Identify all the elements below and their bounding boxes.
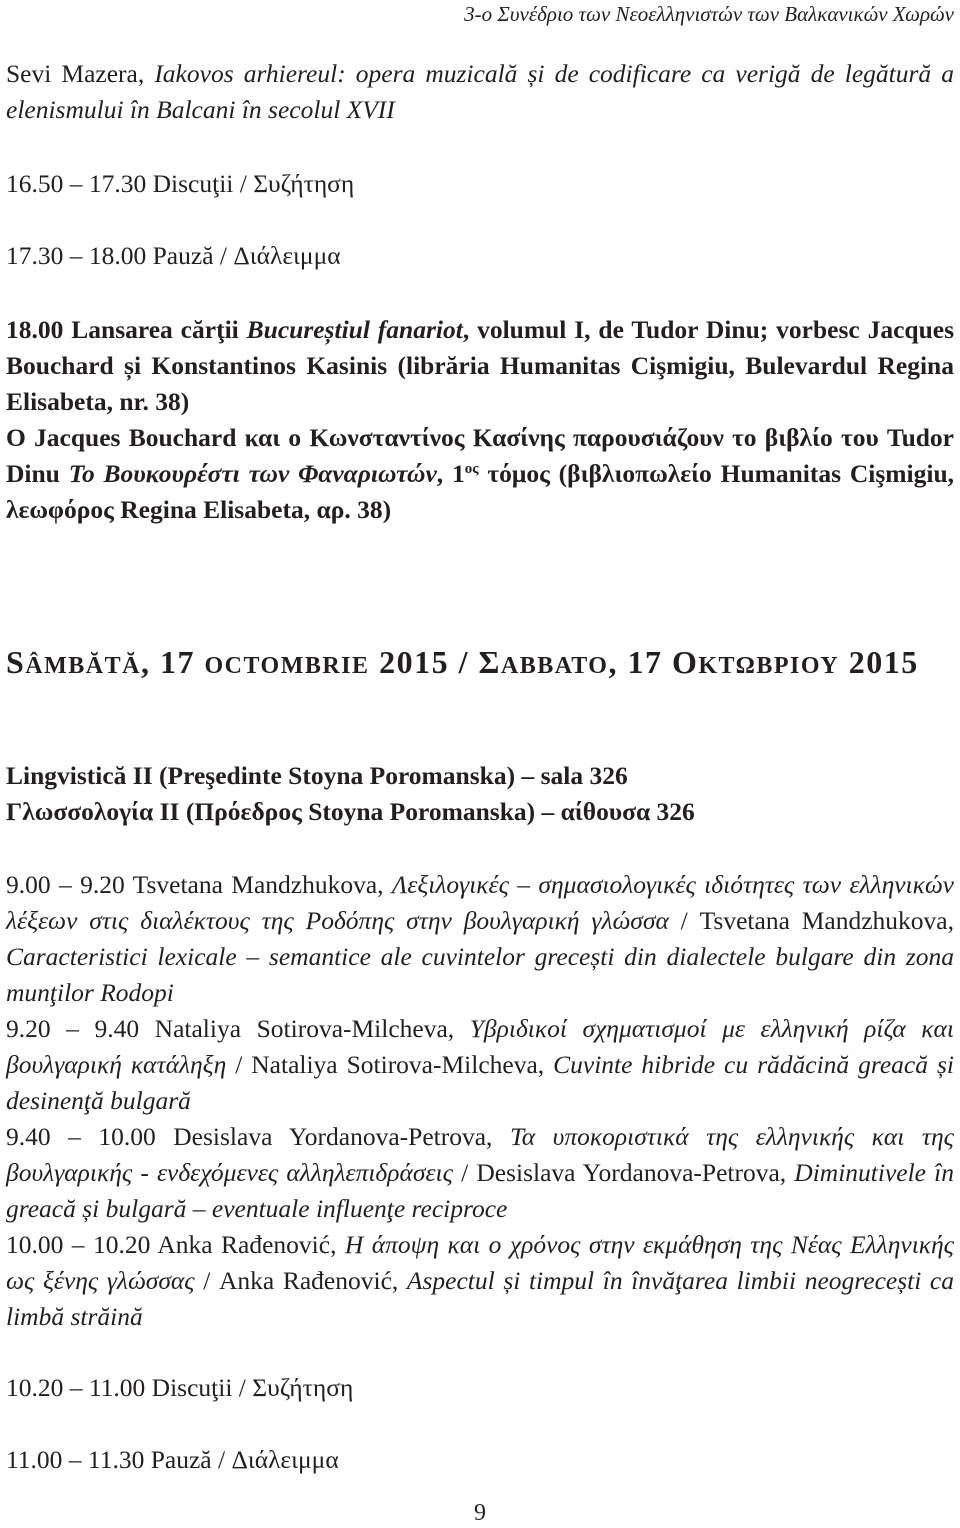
list-item: 9.20 ‒ 9.40 Nataliya Sotirova-Milcheva, Υβριδικοί σχηματισμοί με ελληνική ρίζα και βουλγαρική κατάληξη / Nataliya Sotirova-Milcheva, Cuvinte hibride cu rădăcină greacă și desinenţă bulgară [6, 1014, 954, 1115]
talks-list [6, 867, 954, 1335]
book-launch [6, 312, 954, 528]
talk-sevi-mazera [6, 56, 954, 128]
talk-author: Sevi Mazera, [6, 59, 155, 88]
talk-time: 9.20 ‒ 9.40 [6, 1014, 155, 1043]
book-title-el: Το Βουκουρέστι των Φαναριωτών [68, 459, 437, 488]
break-2: 11.00 ‒ 11.30 Pauză / Διάλειμμα [6, 1445, 339, 1474]
talk-title: Iakovos arhiereul: opera muzicală și de codificare ca verigă de legătură a elenismului în Balcani în secolul XVII [6, 59, 954, 124]
break-1: 17.30 ‒ 18.00 Pauză / Διάλειμμα [6, 241, 341, 270]
running-header: 3-ο Συνέδριο των Νεοελληνιστών των Βαλκανικών Χωρών [464, 2, 954, 26]
list-item: 9.00 ‒ 9.20 Tsvetana Mandzhukova, Λεξιλογικές ‒ σημασιολογικές ιδιότητες των ελληνικών λέξεων στις διαλέκτους της Ροδόπης στην βουλγαρική γλώσσα / Tsvetana Mandzhukova, Caracteristici lexicale ‒ semantice ale cuvintelor grecești din dialectele bulgare din zona munţilor Rodopi [6, 870, 954, 1007]
book-launch-el: Ο Jacques Bouchard και ο Κωνσταντίνος Κασίνης παρουσιάζουν το βιβλίο του Tudor Dinu Το Βουκουρέστι των Φαναριωτών, $1^{o\varsigma}$ τόμος (βιβλιοπωλείο Humanitas Cişmigiu, λεωφόρος Regina Elisabeta, αρ. 38) [6, 423, 955, 524]
list-item: 10.00 ‒ 10.20 Anka Rađenović, Η άποψη και ο χρόνος στην εκμάθηση της Νέας Ελληνικής ως ξένης γλώσσας / Anka Rađenović, Aspectul și timpul în învăţarea limbii neogrecești ca limbă străină [6, 1230, 955, 1331]
session-title [6, 758, 954, 830]
discussion-2: 10.20 ‒ 11.00 Discuţii / Συζήτηση [6, 1373, 354, 1402]
talk-time: 9.40 ‒ 10.00 [6, 1122, 174, 1151]
book-launch-ro: 18.00 Lansarea cărţii Bucureștiul fanariot, volumul I, de Tudor Dinu; vorbesc Jacques Bouchard și Konstantinos Kasinis (librăria Humanitas Cişmigiu, Bulevardul Regina Elisabeta, nr. 38) [6, 315, 954, 416]
book-title-ro: Bucureștiul fanariot [246, 315, 463, 344]
day-heading: SÂMBĂTĂ, 17 OCTOMBRIE 2015 / ΣΑΒΒΑΤΟ, 17 ΟΚΤΩΒΡΙΟΥ 2015 [6, 644, 919, 680]
talk-time: 10.00 ‒ 10.20 [6, 1230, 158, 1259]
session-title-el: Γλωσσολογία II (Πρόεδρος Stoyna Poromanska) ‒ αίθουσα 326 [6, 797, 695, 826]
session-title-ro: Lingvistică II (Preşedinte Stoyna Poromanska) ‒ sala 326 [6, 761, 628, 790]
discussion-1: 16.50 ‒ 17.30 Discuţii / Συζήτηση [6, 169, 355, 198]
list-item: 9.40 ‒ 10.00 Desislava Yordanova-Petrova, Τα υποκοριστικά της ελληνικής και της βουλγαρικής - ενδεχόμενες αλληλεπιδράσεις / Desislava Yordanova-Petrova, Diminutivele în greacă și bulgară ‒ eventuale influenţe reciproce [6, 1122, 955, 1223]
talk-time: 9.00 ‒ 9.20 [6, 870, 133, 899]
page-number: 9 [474, 1500, 486, 1526]
